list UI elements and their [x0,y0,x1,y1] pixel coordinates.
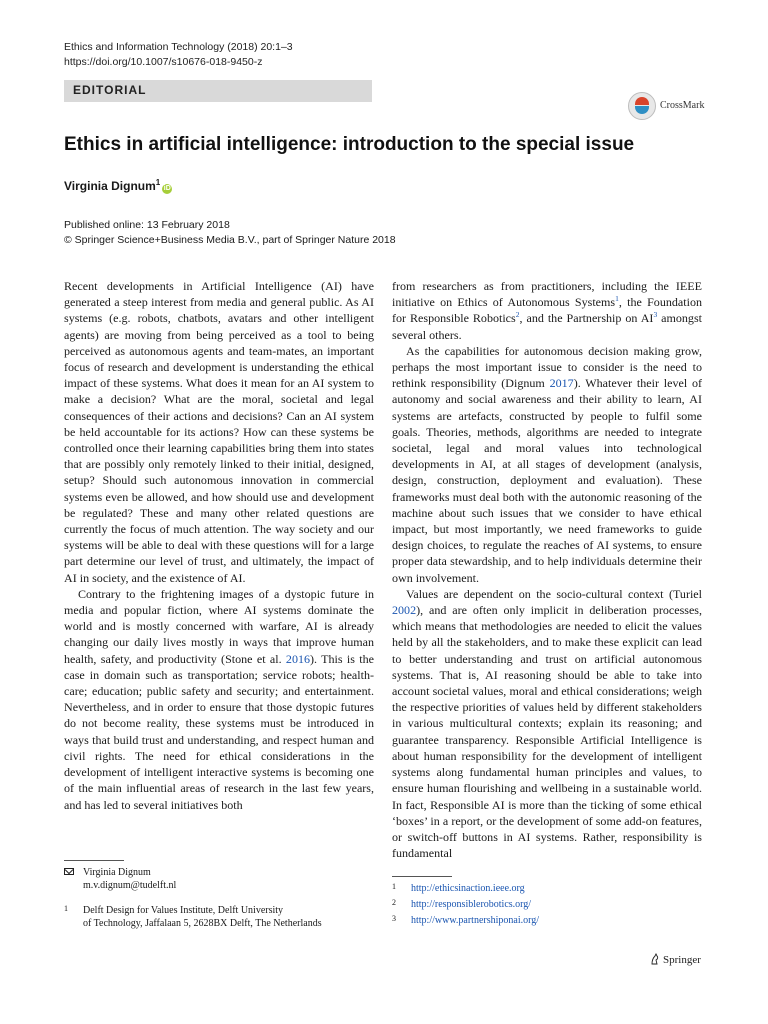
footnote-ref[interactable]: 1 [615,294,619,304]
footnote-url[interactable]: http://ethicsinaction.ieee.org [411,883,525,894]
footnote-rule [392,876,452,877]
text-run: As the capabilities for autonomous decision making grow, perhaps the most important issue to consider is the need to rethink responsibility (Dignum [392,343,702,391]
article-title: Ethics in artificial intelligence: introduction to the special issue [64,134,635,155]
publisher-name: Springer [663,954,701,966]
affil-line: of Technology, Jaffalaan 5, 2628BX Delft, The Netherlands [83,918,322,929]
footnote-number: 3 [392,914,396,923]
author-name[interactable]: Virginia Dignum [64,179,156,193]
body-column-left [64,278,374,813]
paragraph [392,278,702,343]
text-run: ). Whatever their level of autonomy and social awareness and their ability to learn, AI systems are artefacts, constructed by people to fulfil some goals. Theories, methods, algorithms are needed to integrate societal, legal and moral values into technological developments in AI, at all stages of development (analysis, design, construction, deployment and evaluation). These frameworks must deal both with the autonomic reasoning of the machine about such issues that we consider to have ethical impact, but most importantly, we need frameworks to guide design choices, to regulate the reaches of AI systems, to ensure proper data stewardship, and to help individuals determine their own involvement. [392,376,702,585]
springer-horse-icon [650,953,660,965]
crossmark-icon [628,92,656,120]
affil-line: Delft Design for Values Institute, Delft University [83,905,284,916]
footnote-3 [392,914,692,927]
footnote-2 [392,898,692,911]
citation-link[interactable]: 2002 [392,603,417,618]
text-run: Contrary to the frightening images of a dystopic future in media and popular fiction, where AI systems dominate the world and is mostly concerned with warfare, AI is already changing our daily lives mostly in ways that improve human health, safety, and productivity (Stone et al. [64,586,374,666]
section-label: EDITORIAL [73,83,147,97]
footnote-number: 1 [392,882,396,891]
author-line [64,179,172,194]
author-affil-mark: 1 [155,178,161,187]
paragraph: Recent developments in Artificial Intelligence (AI) have generated a steep interest from media and general public. As AI systems (e.g. robots, chatbots, avatars and other intelligent agents) are moving from being perceived as a tool to being perceived as autonomous agents and team-mates, an important focus of research and development is understanding the ethical impact of these systems. What does it mean for an AI system to make a decision? What are the moral, societal and legal consequences of their actions and decisions? Can an AI system be held accountable for its actions? How can these systems be controlled once their learning capabilities bring them into states that are possibly only remotely linked to their initial, designed, setup? Should such autonomous innovation in commercial systems even be allowed, and how should use and development be regulated? These and many other related questions are currently the focus of much attention. The way society and our systems will be able to deal with these questions will for a large part determine our level of trust, and ultimately, the impact of AI in society, and the existence of AI. [64,279,374,585]
corresponding-author [64,866,364,892]
published-date: Published online: 13 February 2018 [64,219,230,231]
corr-email[interactable]: m.v.dignum@tudelft.nl [83,880,177,891]
text-run: amongst several others. [392,311,702,342]
paragraph [392,586,702,861]
journal-citation: Ethics and Information Technology (2018) 20:1–3 [64,41,293,53]
citation-link[interactable]: 2016 [285,651,311,666]
text-run: ). This is the case in domain such as transportation; service robots; health-care; education; public safety and security; and entertainment. Nevertheless, and in order to ensure that those dystopic futures do not become reality, these systems must be introduced in ways that build trust and understanding, and respect human and civil rights. The need for ethical considerations in the development of intelligent interactive systems is becoming one of the main influential areas of research in the last few years, and has led to several initiatives both [64,651,374,812]
body-column-right [392,278,702,861]
footnote-url[interactable]: http://www.partnershiponai.org/ [411,915,540,926]
crossmark-label: CrossMark [660,100,705,111]
journal-meta [64,40,293,70]
footnote-url[interactable]: http://responsiblerobotics.org/ [411,899,532,910]
affil-number: 1 [64,904,68,913]
orcid-icon[interactable]: iD [163,185,171,192]
publication-info [64,218,396,248]
text-run: , and the Partnership on AI [519,311,654,326]
paragraph [64,586,374,813]
footnote-1 [392,882,692,895]
affiliation-note [64,904,364,930]
text-run: ), and are often only implicit in deliberation processes, which means that methodologies are needed to elicit the values held by all the stakeholders, and to make these explicit can lead to better understanding and trust on artificial autonomous systems. That is, AI reasoning should be able to take into account societal values, moral and ethical considerations; weigh the respective priorities of values held by different stakeholders in various multicultural contexts; explain its reasoning; and guarantee transparency. Responsible Artificial Intelligence is about human responsibility for the development of intelligent systems along fundamental human principles and values, to ensure human flourishing and wellbeing in a sustainable world. In fact, Responsible AI is more than the ticking of some ethical ‘boxes’ in a report, or the development of some add-on features, or switch-off buttons in AI systems. Rather, responsibility is fundamental [392,603,702,861]
footnote-number: 2 [392,898,396,907]
footnote-ref[interactable]: 3 [653,310,658,320]
doi-link[interactable]: https://doi.org/10.1007/s10676-018-9450-z [64,56,263,68]
crossmark-badge[interactable] [628,92,728,122]
copyright-line: © Springer Science+Business Media B.V., part of Springer Nature 2018 [64,234,396,246]
publisher-logo [650,953,701,966]
footnote-ref[interactable]: 2 [515,310,520,320]
citation-link[interactable]: 2017 [549,376,574,391]
section-band [64,80,372,102]
envelope-icon [64,868,74,875]
paragraph [392,343,702,586]
text-run: Values are dependent on the socio-cultural context (Turiel [406,586,702,601]
corr-name: Virginia Dignum [83,867,151,878]
footnote-rule [64,860,124,861]
text-run: , the Foundation for Responsible Robotics [392,295,702,326]
text-run: from researchers as from practitioners, including the IEEE initiative on Ethics of Autonomous Systems [392,279,702,310]
